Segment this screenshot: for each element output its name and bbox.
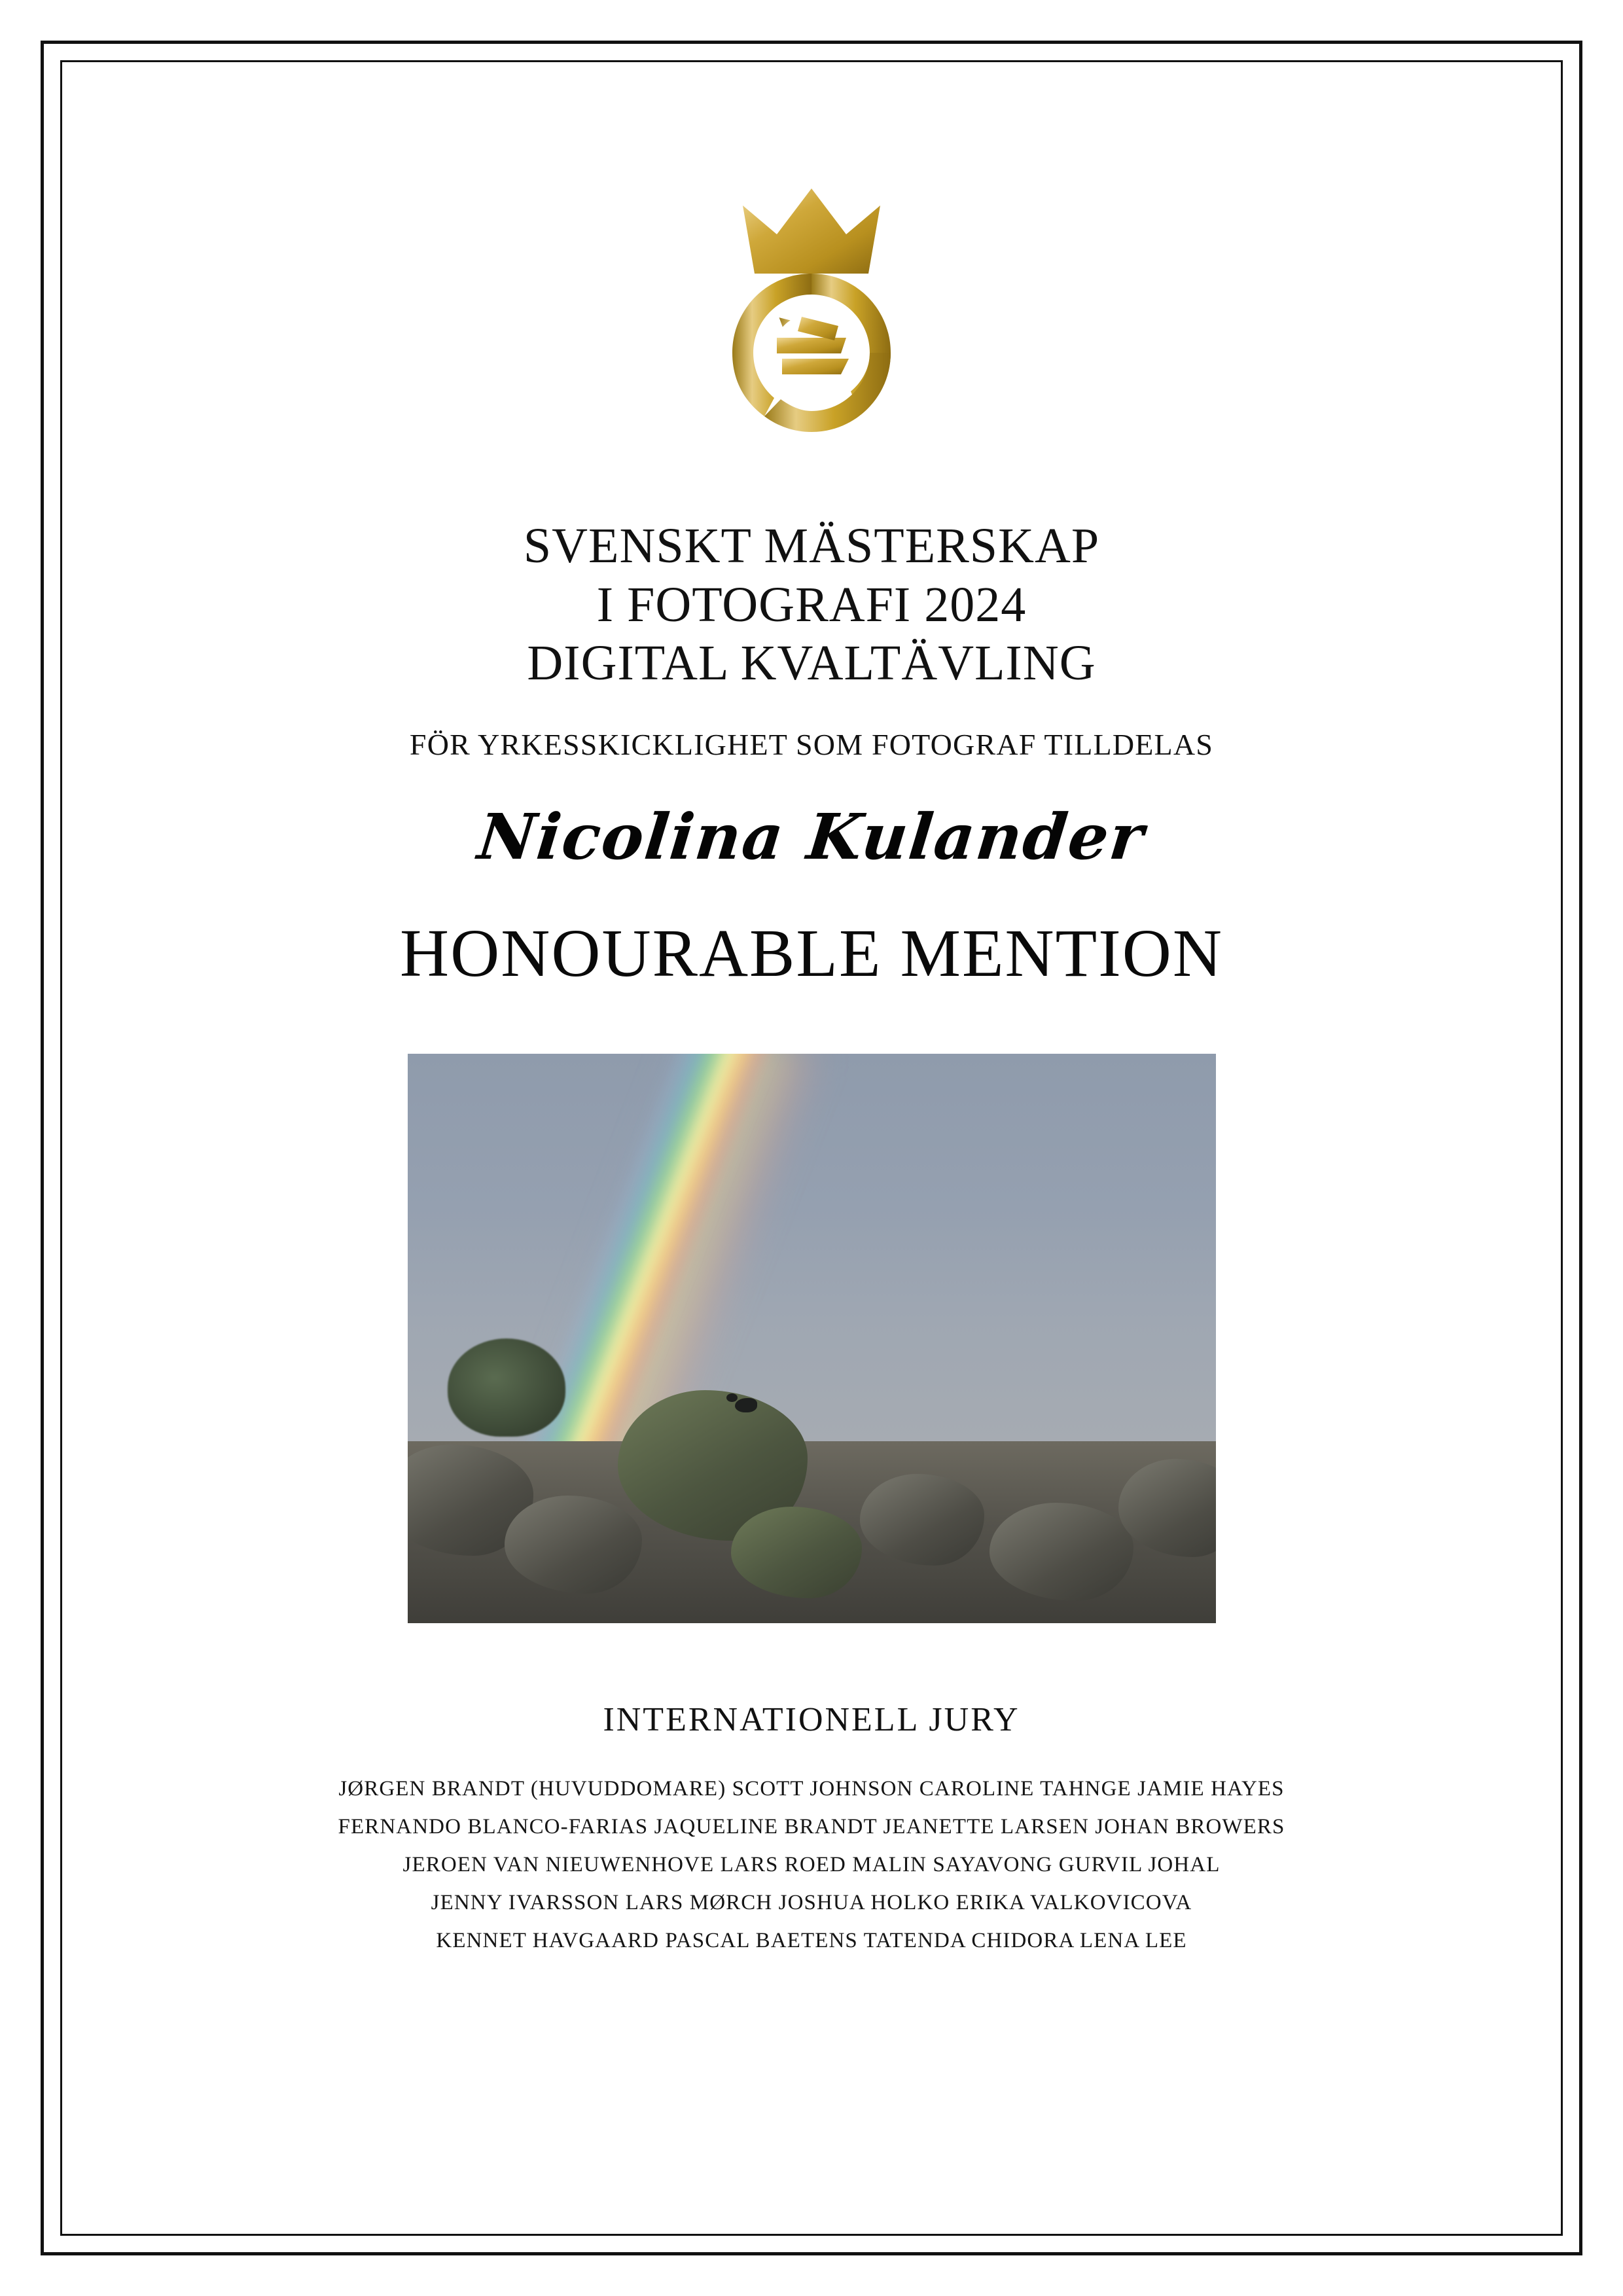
photo-bird [735,1398,757,1412]
photo-rock [731,1507,862,1598]
recipient-name: Nicolina Kulander [474,800,1149,874]
jury-row: FERNANDO BLANCO-FARIAS JAQUELINE BRANDT JEANETTE LARSEN JOHAN BROWERS [338,1815,1285,1839]
jury-row: JEROEN VAN NIEUWENHOVE LARS ROED MALIN SAYAVONG GURVIL JOHAL [402,1853,1221,1877]
photo-tree [448,1338,565,1437]
title-line-2: I FOTOGRAFI 2024 [596,577,1027,632]
awarded-photograph [408,1054,1216,1623]
crown-shape [743,188,880,274]
photo-stone-wall [408,1441,1216,1623]
title-line-3: DIGITAL KVALTÄVLING [527,636,1096,691]
photo-rock [860,1474,984,1566]
title-line-1: SVENSKT MÄSTERSKAP [523,518,1100,573]
crown-camera-shutter-logo [704,162,919,503]
certificate-subtitle: FÖR YRKESSKICKLIGHET SOM FOTOGRAF TILLDELAS [409,728,1214,762]
photo-rock [990,1503,1133,1601]
certificate-title [524,517,1099,693]
jury-row: JENNY IVARSSON LARS MØRCH JOSHUA HOLKO ERIKA VALKOVICOVA [431,1891,1192,1915]
jury-list [190,1777,1433,1967]
jury-heading: INTERNATIONELL JURY [603,1701,1020,1739]
photo-rock [505,1496,642,1594]
award-title: HONOURABLE MENTION [400,916,1223,992]
certificate-content [98,98,1525,2198]
jury-row: JØRGEN BRANDT (HUVUDDOMARE) SCOTT JOHNSON CAROLINE TAHNGE JAMIE HAYES [338,1777,1285,1801]
jury-row: KENNET HAVGAARD PASCAL BAETENS TATENDA CHIDORA LENA LEE [436,1929,1187,1953]
photo-canvas [408,1054,1216,1623]
